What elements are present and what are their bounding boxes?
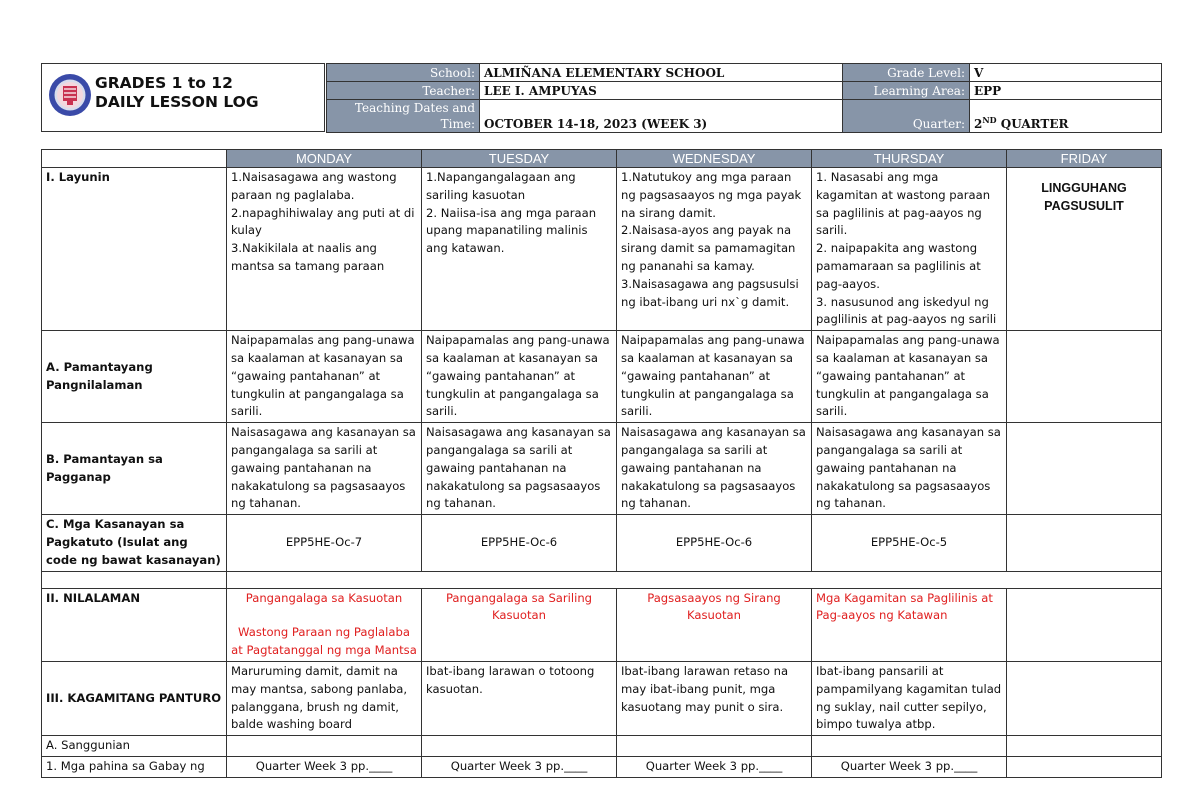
gabay-thursday: Quarter Week 3 pp.____ — [812, 756, 1007, 777]
day-thursday: THURSDAY — [812, 150, 1007, 168]
kagamitan-monday: Maruruming damit, damit na may mantsa, sabong panlaba, palanggana, brush ng damit, balde washing board — [227, 661, 422, 735]
day-header-row — [42, 150, 1162, 168]
layunin-tue-item: 2. Naiisa-isa ang mga paraan upang mapanatiling malinis ang katawan. — [426, 205, 597, 256]
document-title — [95, 74, 259, 112]
layunin-wed-item: 3.Naisasagawa ang pagsusulsi ng ibat-ibang uri nx`g damit. — [621, 276, 799, 309]
pamantayang-thursday: Naipapamalas ang pang-unawa sa kaalaman at kasanayan sa “gawaing pantahanan” at tungkulin at pangangalaga sa sarili. — [812, 331, 1007, 423]
sanggunian-thursday — [812, 736, 1007, 757]
spacer-cell — [42, 571, 227, 588]
pamantayang-monday: Naipapamalas ang pang-unawa sa kaalaman at kasanayan sa “gawaing pantahanan” at tungkulin at pangangalaga sa sarili. — [227, 331, 422, 423]
spacer-cell-wide — [227, 571, 1162, 588]
pamantayang-friday — [1007, 331, 1162, 423]
lesson-log-table — [41, 149, 1162, 778]
row-layunin — [42, 168, 1162, 331]
day-tuesday: TUESDAY — [422, 150, 617, 168]
nilalaman-tuesday: Pangangalaga sa Sariling Kasuotan — [422, 588, 617, 661]
kasanayan-friday — [1007, 515, 1162, 571]
pagganap-thursday: Naisasagawa ang kasanayan sa pangangalaga sa sarili at gawaing pantahanan na nakakatulong sa pagsasaayos ng tahanan. — [812, 423, 1007, 515]
pamantayang-wednesday: Naipapamalas ang pang-unawa sa kaalaman at kasanayan sa “gawaing pantahanan” at tungkulin at pangangalaga sa sarili. — [617, 331, 812, 423]
layunin-wed-item: 2.Naisasa-ayos ang payak na sirang damit sa pamamagitan ng pananahi sa kamay. — [621, 223, 796, 273]
teacher-label: Teacher: — [327, 82, 480, 100]
dates-value: OCTOBER 14-18, 2023 (WEEK 3) — [480, 100, 843, 133]
title-line-1: GRADES 1 to 12 — [95, 74, 233, 92]
quarter-label: Quarter: — [843, 100, 970, 133]
day-wednesday: WEDNESDAY — [617, 150, 812, 168]
layunin-mon-item: 1.Naisasagawa ang wastong paraan ng paglalaba. — [231, 170, 397, 202]
area-value: EPP — [970, 82, 1162, 100]
layunin-monday — [227, 168, 422, 331]
spacer-row — [42, 571, 1162, 588]
nilalaman-thursday: Mga Kagamitan sa Paglilinis at Pag-aayos ng Katawan — [812, 588, 1007, 661]
gabay-friday — [1007, 756, 1162, 777]
quarter-num: 2 — [974, 117, 983, 131]
sanggunian-tuesday — [422, 736, 617, 757]
dates-label — [327, 100, 480, 133]
pagganap-monday: Naisasagawa ang kasanayan sa pangangalaga sa sarili at gawaing pantahanan na nakakatulong sa pagsasaayos ng tahanan. — [227, 423, 422, 515]
kasanayan-thursday: EPP5HE-Oc-5 — [812, 515, 1007, 571]
row-label-gabay: 1. Mga pahina sa Gabay ng — [42, 756, 227, 777]
title-line-2: DAILY LESSON LOG — [95, 93, 259, 111]
teacher-value: LEE I. AMPUYAS — [480, 82, 843, 100]
row-label-kagamitan: III. KAGAMITANG PANTURO — [42, 661, 227, 735]
gabay-tuesday: Quarter Week 3 pp.____ — [422, 756, 617, 777]
corner-cell — [42, 150, 227, 168]
row-pamantayang — [42, 331, 1162, 423]
kagamitan-wednesday: Ibat-ibang larawan retaso na may ibat-ibang punit, mga kasuotang may punit o sira. — [617, 661, 812, 735]
quarter-value — [970, 100, 1162, 133]
pamantayang-tuesday: Naipapamalas ang pang-unawa sa kaalaman at kasanayan sa “gawaing pantahanan” at tungkulin at pangangalaga sa sarili. — [422, 331, 617, 423]
sanggunian-friday — [1007, 736, 1162, 757]
layunin-thu-item: 2. naipapakita ang wastong pamamaraan sa paglilinis at pag-aayos. — [816, 241, 981, 291]
kagamitan-friday — [1007, 661, 1162, 735]
row-label-pagganap: B. Pamantayan sa Pagganap — [42, 423, 227, 515]
sanggunian-wednesday — [617, 736, 812, 757]
kagamitan-thursday: Ibat-ibang pansarili at pampamilyang kagamitan tulad ng suklay, nail cutter sepilyo, bimpo tuwalya atbp. — [812, 661, 1007, 735]
kagamitan-tuesday: Ibat-ibang larawan o totoong kasuotan. — [422, 661, 617, 735]
layunin-thu-item: 1. Nasasabi ang mga kagamitan at wastong paraan sa paglilinis at pag-aayos ng sarili. — [816, 170, 991, 238]
nilalaman-friday — [1007, 588, 1162, 661]
day-monday: MONDAY — [227, 150, 422, 168]
nilalaman-mon-topic: Pangangalaga sa Kasuotan — [245, 590, 403, 605]
pagganap-friday — [1007, 423, 1162, 515]
title-block — [41, 63, 325, 132]
pagganap-tuesday: Naisasagawa ang kasanayan sa pangangalaga sa sarili at gawaing pantahanan na nakakatulong sa pagsasaayos ng tahanan. — [422, 423, 617, 515]
dates-label-line1: Teaching Dates and — [354, 101, 475, 115]
info-table — [326, 63, 1162, 133]
row-pagganap — [42, 423, 1162, 515]
kasanayan-tuesday: EPP5HE-Oc-6 — [422, 515, 617, 571]
grade-value: V — [970, 64, 1162, 82]
day-friday: FRIDAY — [1007, 150, 1162, 168]
row-kasanayan — [42, 515, 1162, 571]
school-label: School: — [327, 64, 480, 82]
grade-label: Grade Level: — [843, 64, 970, 82]
layunin-friday: LINGGUHANG PAGSUSULIT — [1007, 168, 1162, 331]
row-label-pamantayang: A. Pamantayang Pangnilalaman — [42, 331, 227, 423]
row-label-layunin: I. Layunin — [42, 168, 227, 331]
gabay-monday: Quarter Week 3 pp.____ — [227, 756, 422, 777]
nilalaman-mon-subtopic: Wastong Paraan ng Paglalaba at Pagtatanggal ng mga Mantsa — [231, 625, 417, 658]
kasanayan-wednesday: EPP5HE-Oc-6 — [617, 515, 812, 571]
nilalaman-wednesday: Pagsasaayos ng Sirang Kasuotan — [617, 588, 812, 661]
row-label-sanggunian: A. Sanggunian — [42, 736, 227, 757]
row-kagamitan — [42, 661, 1162, 735]
quarter-word: QUARTER — [996, 117, 1069, 131]
layunin-mon-item: 2.napaghihiwalay ang puti at di kulay — [231, 205, 415, 238]
row-label-kasanayan: C. Mga Kasanayan sa Pagkatuto (Isulat ang code ng bawat kasanayan) — [42, 515, 227, 571]
row-nilalaman — [42, 588, 1162, 661]
row-label-nilalaman: II. NILALAMAN — [42, 588, 227, 661]
deped-seal-icon — [48, 73, 92, 117]
row-sanggunian — [42, 736, 1162, 757]
layunin-tue-item: 1.Napangangalagaan ang sariling kasuotan — [426, 170, 576, 202]
row-gabay — [42, 756, 1162, 777]
sanggunian-monday — [227, 736, 422, 757]
layunin-mon-item: 3.Nakikilala at naalis ang mantsa sa tamang paraan — [231, 241, 385, 273]
area-label: Learning Area: — [843, 82, 970, 100]
layunin-tuesday — [422, 168, 617, 331]
pagganap-wednesday: Naisasagawa ang kasanayan sa pangangalaga sa sarili at gawaing pantahanan na nakakatulong sa pagsasaayos ng tahanan. — [617, 423, 812, 515]
layunin-thursday — [812, 168, 1007, 331]
kasanayan-monday: EPP5HE-Oc-7 — [227, 515, 422, 571]
quarter-sup: ND — [982, 115, 997, 125]
gabay-wednesday: Quarter Week 3 pp.____ — [617, 756, 812, 777]
nilalaman-monday — [227, 588, 422, 661]
layunin-wed-item: 1.Natutukoy ang mga paraan ng pagsasaayos ng mga payak na sirang damit. — [621, 170, 802, 220]
dates-label-line2: Time: — [440, 117, 475, 131]
layunin-wednesday — [617, 168, 812, 331]
layunin-thu-item: 3. nasusunod ang iskedyul ng paglilinis at pag-aayos ng sarili — [816, 294, 997, 327]
school-value: ALMIÑANA ELEMENTARY SCHOOL — [480, 64, 843, 82]
